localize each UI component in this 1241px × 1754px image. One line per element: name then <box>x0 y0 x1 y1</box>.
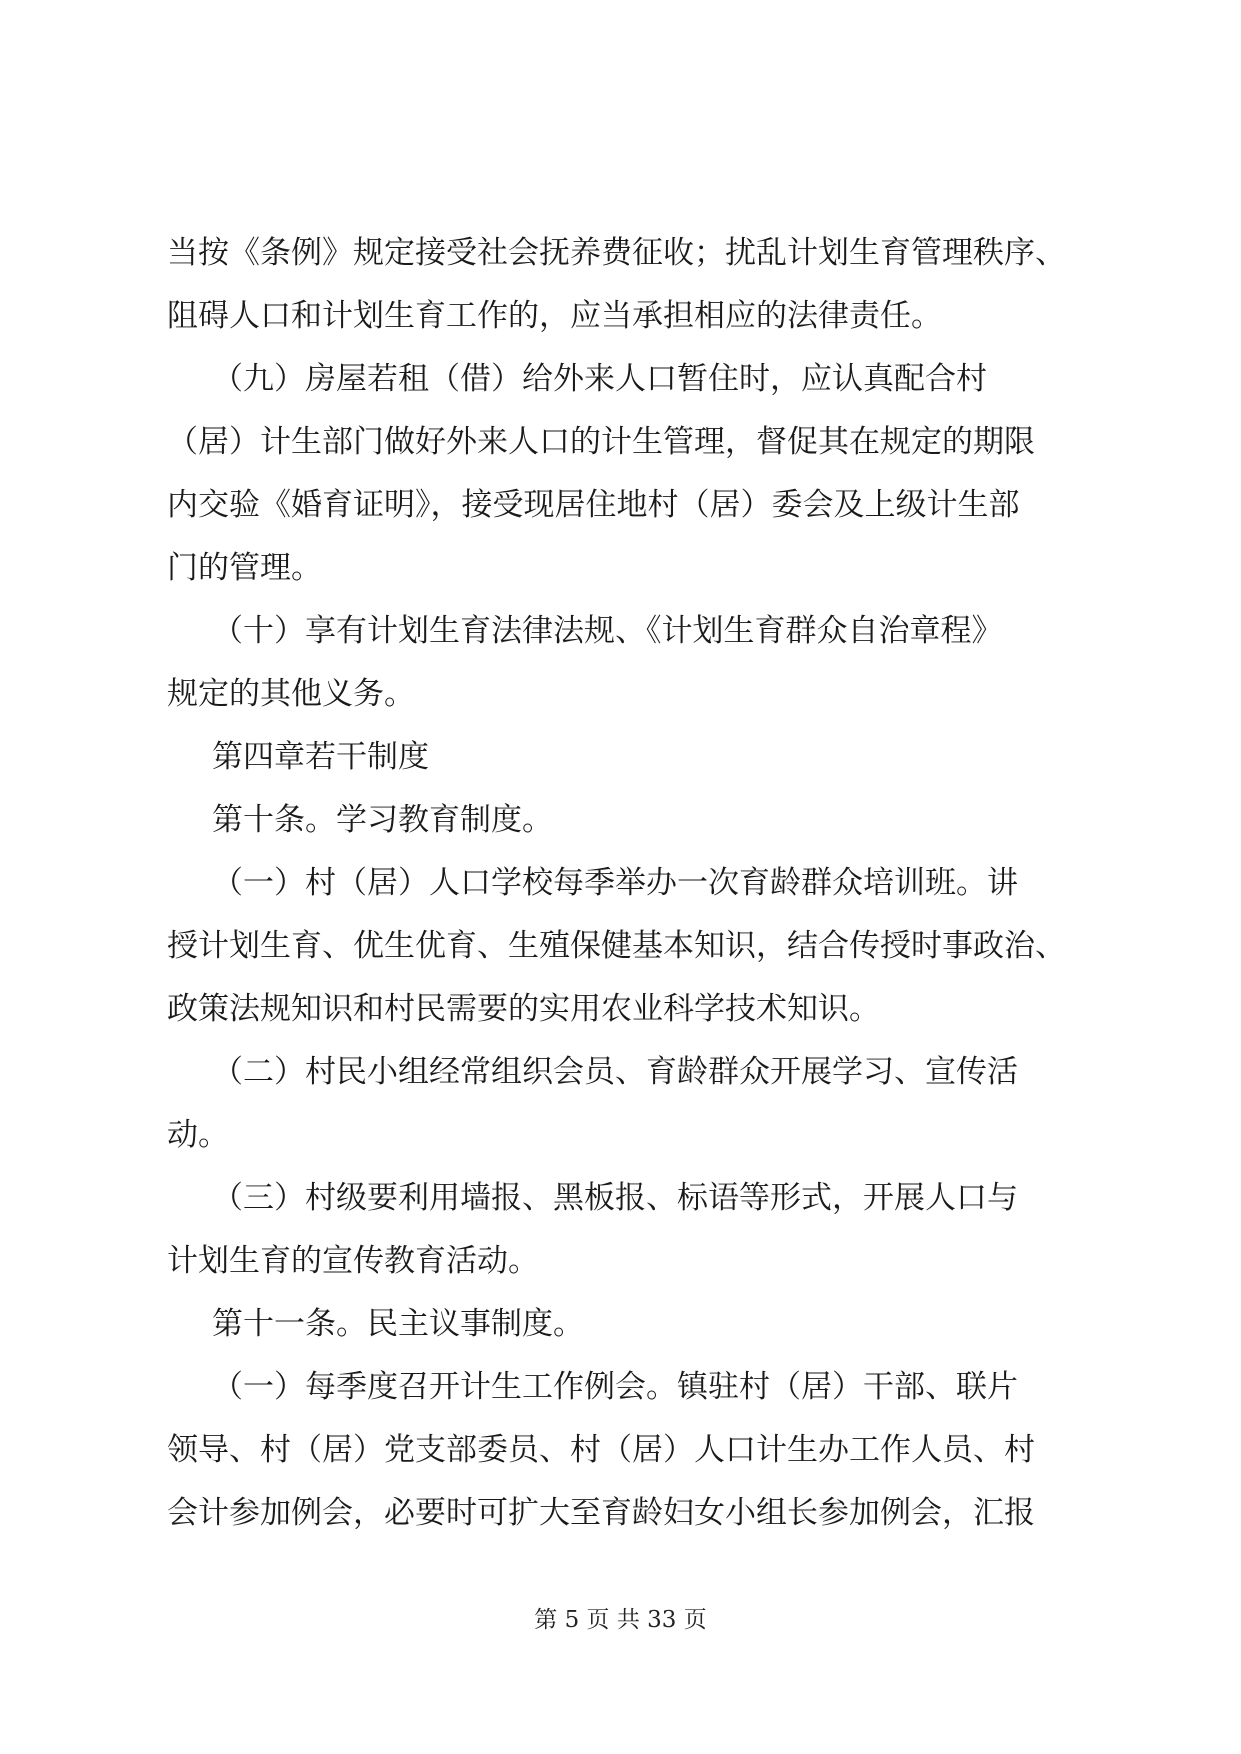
text-line: 授计划生育、优生优育、生殖保健基本知识，结合传授时事政治、 <box>167 928 1066 964</box>
text-line: 阻碍人口和计划生育工作的，应当承担相应的法律责任。 <box>167 298 942 334</box>
text-line: 门的管理。 <box>167 550 322 586</box>
text-line: 规定的其他义务。 <box>167 676 415 712</box>
text-line: （一）每季度召开计生工作例会。镇驻村（居）干部、联片 <box>212 1369 1018 1405</box>
page-number-footer: 第 5 页 共 33 页 <box>534 1607 707 1633</box>
text-line: （居）计生部门做好外来人口的计生管理，督促其在规定的期限 <box>167 424 1035 460</box>
text-line: （二）村民小组经常组织会员、育龄群众开展学习、宣传活 <box>212 1054 1018 1090</box>
text-line: 政策法规知识和村民需要的实用农业科学技术知识。 <box>167 991 880 1027</box>
text-line: （十）享有计划生育法律法规、《计划生育群众自治章程》 <box>212 613 1003 649</box>
text-line: （一）村（居）人口学校每季举办一次育龄群众培训班。讲 <box>212 865 1018 901</box>
text-line: 内交验《婚育证明》，接受现居住地村（居）委会及上级计生部 <box>167 487 1020 523</box>
text-line: （九）房屋若租（借）给外来人口暂住时，应认真配合村 <box>212 361 987 397</box>
text-line: 当按《条例》规定接受社会抚养费征收；扰乱计划生育管理秩序、 <box>167 235 1066 271</box>
chapter-heading: 第四章若干制度 <box>212 739 429 775</box>
article-heading: 第十一条。民主议事制度。 <box>212 1306 584 1342</box>
text-line: （三）村级要利用墙报、黑板报、标语等形式，开展人口与 <box>212 1180 1018 1216</box>
text-line: 会计参加例会，必要时可扩大至育龄妇女小组长参加例会，汇报 <box>167 1495 1035 1531</box>
document-body <box>167 222 1077 1545</box>
text-line: 领导、村（居）党支部委员、村（居）人口计生办工作人员、村 <box>167 1432 1035 1468</box>
text-line: 动。 <box>167 1117 229 1153</box>
text-line: 计划生育的宣传教育活动。 <box>167 1243 539 1279</box>
article-heading: 第十条。学习教育制度。 <box>212 802 553 838</box>
